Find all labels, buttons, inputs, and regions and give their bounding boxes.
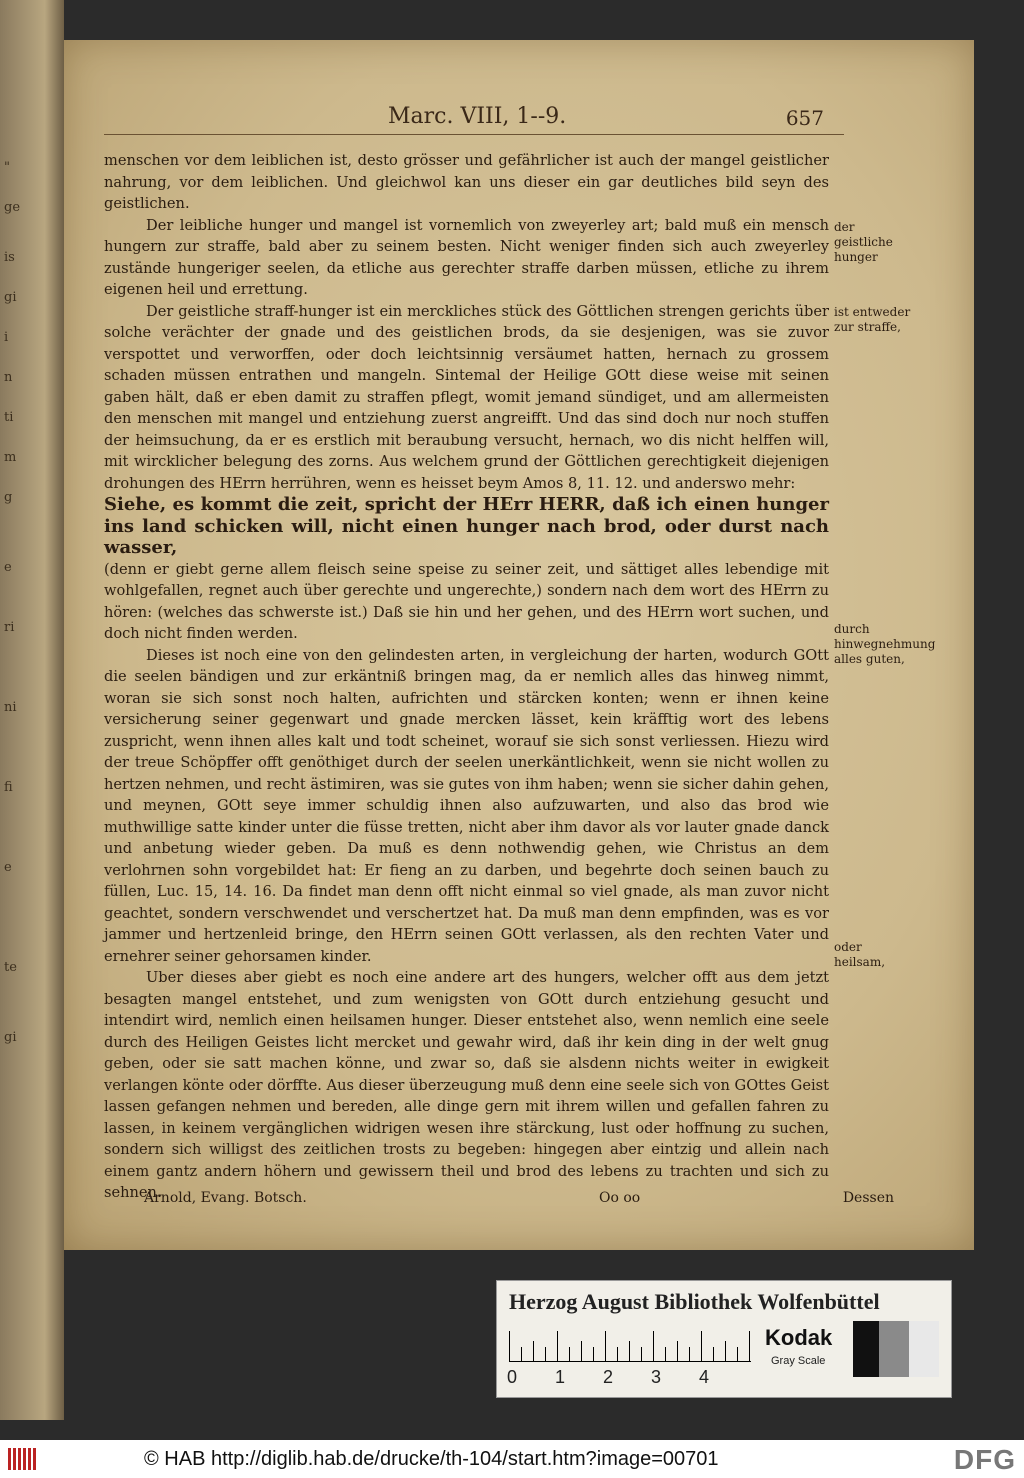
library-name: Herzog August Bibliothek Wolfenbüttel bbox=[509, 1289, 880, 1314]
scale-number: 4 bbox=[699, 1367, 710, 1387]
hab-barcode-icon bbox=[8, 1448, 48, 1470]
black-patch bbox=[853, 1321, 879, 1377]
paragraph: Dieses ist noch eine von den gelindesten arten, in vergleichung der harten, wodurch GOtt die seelen bändigen und zur erkäntniß bringen mag, da er nemlich alles das hinweg nimmt, woran sie sich sonst noch halten, aufrichten und stärcken konten; wenn er ihnen keine versicherung seiner gegenwart und gnade mercken lässet, kein kräfftig wort des lebens zuspricht, wenn ihnen alles kalt und todt scheinet, worauf sie sich sonst verliessen. Hiezu wird der treue Schöpffer offt genöthiget durch der seelen unerkäntlichkeit, wenn sie nicht wollen zu hertzen nehmen, und recht ästimiren, was sie gutes von ihm haben; wenn sie sicher dahin gehen, und meynen, GOtt seye immer schuldig ihnen also aufzuwarten, und also das brod wie muthwillige satte kinder unter die füsse tretten, nicht aber ihm davor als vor lauter gnade danck und anbetung wieder geben. Da muß es denn nothwendig gehen, wie Christus an dem verlohrnen sohn vorgebildet hat: Er fieng an zu darben, und begehrte doch seinen bauch zu füllen, Luc. 15, 14. 16. Da findet man denn offt nicht einmal so viel gnade, als man zuvor nicht geachtet, sondern verschwendet und verschertzet hat. Da muß man denn empfinden, was es vor jammer und hertzenleid bringe, den HErrn seinen GOtt verlassen, als den rechten Vater und ernehrer seiner gehorsamen kinder. bbox=[104, 646, 829, 965]
side-note: oder heilsam, bbox=[834, 940, 886, 969]
page-number: 657 bbox=[785, 106, 824, 130]
signature-mark: Oo oo bbox=[599, 1190, 641, 1206]
running-head: Marc. VIII, 1--9. bbox=[388, 104, 567, 129]
scale-ruler bbox=[509, 1331, 751, 1362]
copyright-link[interactable]: © HAB http://diglib.hab.de/drucke/th-104/start.htm?image=00701 bbox=[144, 1448, 719, 1470]
kodak-logo: Kodak bbox=[765, 1325, 833, 1350]
paragraph: menschen vor dem leiblichen ist, desto grösser und gefährlicher ist auch der mangel geistlicher nahrung, vor dem leiblichen. Und gleichwol kan uns dieser ein gar deutliches bild seyn des geistlichen. bbox=[104, 152, 829, 212]
footer-bar bbox=[0, 1440, 1024, 1478]
book-page bbox=[64, 40, 974, 1250]
paragraph: Der leibliche hunger und mangel ist vornemlich von zweyerley art; bald muß ein mensch hungern zur straffe, bald aber zu seinem besten. Nicht weniger finden sich auch zweyerley zustände hungeriger seelen, da etliche aus gerechter straffe darben müssen, etliche zu ihrem eigenen heil und errettung. bbox=[104, 216, 829, 298]
previous-page-edge: " ge is gi i n ti m g e ri ni fi e te gi bbox=[0, 0, 64, 1420]
body-text bbox=[104, 150, 829, 1204]
side-note: der geistliche hunger bbox=[834, 220, 893, 264]
white-patch bbox=[909, 1321, 939, 1377]
scale-number: 1 bbox=[555, 1367, 566, 1387]
scale-number: 0 bbox=[507, 1367, 518, 1387]
header-rule bbox=[104, 134, 844, 135]
gray-scale-label: Gray Scale bbox=[771, 1355, 826, 1367]
scripture-quote: Siehe, es kommt die zeit, spricht der HErr HERR, daß ich einen hunger ins land schicken will, nicht einen hunger nach brod, oder durst nach wasser, bbox=[104, 494, 829, 558]
paragraph: Uber dieses aber giebt es noch eine andere art des hungers, welcher offt aus dem jetzt besagten mangel entstehet, und zum wenigsten von GOtt durch entziehung gesucht und intendirt wird, nemlich einen heilsamen hunger. Dieser entstehet also, wenn nemlich eine seele durch des Heiligen Geistes licht mercket und gewahr wird, daß ihr kein ding in der welt gnug geben, oder sie satt machen könne, und zwar so, daß sie alsdenn nichts weiter in ewigkeit verlangen könte oder dörffte. Aus dieser überzeugung muß denn eine seele sich von GOttes Geist lassen gefangen nehmen und bereden, alle dinge gern mit ihrem willen und gefallen fahren zu lassen, in keinem vergänglichen widrigen wesen ihre stärckung, lust oder hoffnung zu suchen, sondern sich willigst des zeitlichen trosts zu begeben: hingegen aber eintzig und allein nach einem gantz andern höhern und gewissern theil und brod des lebens zu trachten und sich zu sehnen. bbox=[104, 969, 829, 1201]
dfg-logo: DFG bbox=[953, 1444, 1016, 1475]
gray-patch bbox=[879, 1321, 909, 1377]
scale-number: 3 bbox=[651, 1367, 662, 1387]
paragraph: (denn er giebt gerne allem fleisch seine speise zu seiner zeit, und sättiget alles lebendige mit wohlgefallen, regnet auch über gerechte und ungerechte,) sondern nach dem wort des HErrn zu hören: (welches das schwerste ist.) Daß sie hin und her gehen, und des HErrn wort suchen, und doch nicht finden werden. bbox=[104, 560, 829, 642]
page-header bbox=[64, 104, 974, 138]
color-target-card bbox=[496, 1280, 952, 1398]
catchword: Dessen bbox=[842, 1190, 894, 1206]
catchword-source: Arnold, Evang. Botsch. bbox=[144, 1190, 307, 1206]
scale-number: 2 bbox=[603, 1367, 614, 1387]
side-note: ist entweder zur straffe, bbox=[834, 305, 911, 334]
paragraph: Der geistliche straff-hunger ist ein merckliches stück des Göttlichen strengen gerichts über solche verächter der gnade und des geistlichen brods, da sie desjenigen, was sie zuvor verspottet und verworffen, oder doch leichtsinnig versäumet hatten, hernach zu grossem schaden müssen entrathen und mangeln. Sintemal der Heilige GOtt diese weise mit seinen gaben hält, daß er eben damit zu straffen pflegt, womit jemand sündiget, und am allermeisten den menschen mit mangel und entziehung zuerst angreifft. Und das sind doch nur noch stuffen der heimsuchung, da er es erstlich mit beraubung versucht, hernach, wo dis nicht helffen will, mit wircklicher belegung des zorns. Aus welchem grund der Göttlichen gerechtigkeit diejenigen drohungen des HErrn herrühren, wenn es heisset beym Amos 8, 11. 12. und anderswo mehr: bbox=[104, 302, 829, 492]
side-note: durch hinwegnehmung alles guten, bbox=[834, 622, 936, 666]
